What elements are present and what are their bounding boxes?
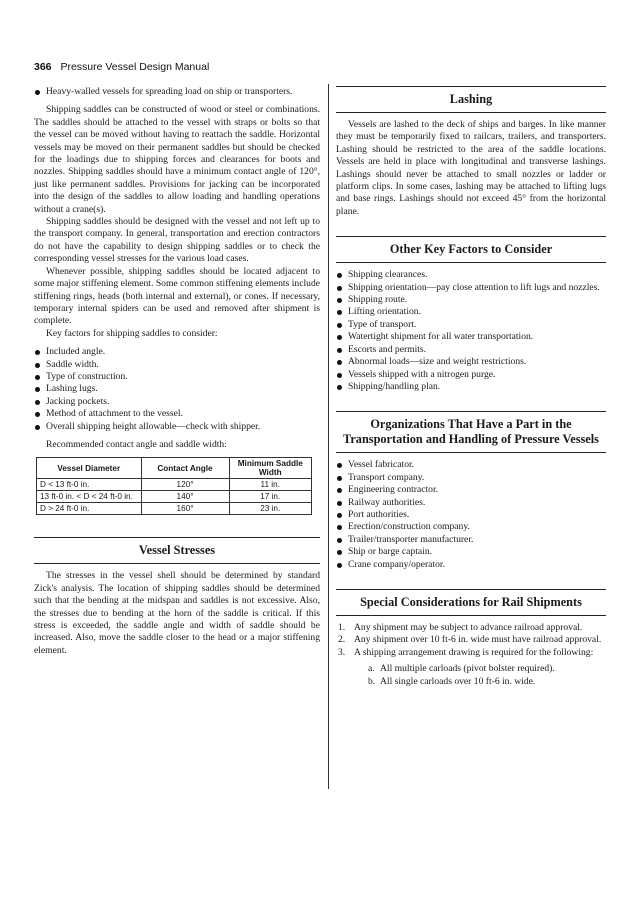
page-number: 366 — [34, 61, 52, 73]
list-item: Saddle width. — [34, 359, 320, 371]
list-item: Jacking pockets. — [34, 396, 320, 408]
right-column — [336, 86, 606, 688]
table-row — [37, 479, 312, 491]
paragraph: Shipping saddles should be designed with the vessel and not left up to the transport company. In general, transportation and erection contractors do not have the capability to design shipping saddles or to check the corresponding vessel stresses for the various load cases. — [34, 216, 320, 265]
book-title: Pressure Vessel Design Manual — [60, 61, 210, 73]
table-cell: 13 ft-0 in. < D < 24 ft-0 in. — [37, 491, 142, 503]
list-item: Type of transport. — [336, 319, 606, 331]
organizations-list — [336, 459, 606, 571]
list-item: Method of attachment to the vessel. — [34, 408, 320, 420]
table-cell: D < 13 ft-0 in. — [37, 479, 142, 491]
left-column — [34, 86, 320, 657]
key-factors-list — [34, 346, 320, 433]
list-item: Trailer/transporter manufacturer. — [336, 534, 606, 546]
list-item: 1. Any shipment may be subject to advance railroad approval. — [338, 621, 583, 633]
rail-considerations-list — [336, 622, 606, 688]
list-item: b. All single carloads over 10 ft-6 in. wide. — [368, 675, 536, 687]
section-heading-lashing: Lashing — [336, 86, 606, 113]
column-divider — [328, 84, 329, 789]
list-item: Shipping route. — [336, 294, 606, 306]
section-heading-other-factors: Other Key Factors to Consider — [336, 236, 606, 263]
table-cell: 17 in. — [229, 491, 312, 503]
list-item: Lifting orientation. — [336, 306, 606, 318]
top-bullet-list — [34, 86, 320, 98]
list-item: Erection/construction company. — [336, 521, 606, 533]
paragraph: Whenever possible, shipping saddles should be located adjacent to some major stiffening element. Some common stiffening elements include stiffening rings, heads (both internal and external), or cones. If necessary, temporary internal spiders can be used and removed after shipment is complete. — [34, 265, 320, 327]
table-cell: D > 24 ft-0 in. — [37, 503, 142, 515]
list-item: Ship or barge captain. — [336, 546, 606, 558]
page-header — [34, 61, 209, 73]
list-item: Railway authorities. — [336, 497, 606, 509]
table-cell: 140° — [141, 491, 229, 503]
table-cell: 11 in. — [229, 479, 312, 491]
paragraph: Key factors for shipping saddles to consider: — [46, 327, 218, 339]
list-item: Shipping orientation—pay close attention to lift lugs and nozzles. — [336, 282, 606, 294]
saddle-table — [36, 457, 312, 515]
paragraph: Shipping saddles can be constructed of wood or steel or combinations. The saddles should be attached to the vessel with straps or bolts so that the vessel can be moved without having to reattach the saddle. Horizontal vessels may be moved on their permanent saddles but should be checked for the loadings due to shipping forces and clearances for boots and nozzles. Shipping saddles should have a minimum contact angle of 120°, just like permanent saddles. Provisions for jacking can be incorporated into the design of the saddles to allow loading and handling operations without a crane(s). — [34, 104, 320, 215]
table-cell: 160° — [141, 503, 229, 515]
list-item: Vessels shipped with a nitrogen purge. — [336, 369, 606, 381]
list-item: a. All multiple carloads (pivot bolster required). — [368, 663, 555, 675]
table-cell: 120° — [141, 479, 229, 491]
list-item: Crane company/operator. — [336, 559, 606, 571]
list-item: Included angle. — [34, 346, 320, 358]
table-header: Vessel Diameter — [37, 458, 142, 479]
list-item: Abnormal loads—size and weight restrictions. — [336, 356, 606, 368]
table-row — [37, 491, 312, 503]
list-item: Watertight shipment for all water transportation. — [336, 331, 606, 343]
list-item: Engineering contractor. — [336, 484, 606, 496]
table-cell: 23 in. — [229, 503, 312, 515]
paragraph: The stresses in the vessel shell should be determined by standard Zick's analysis. The location of shipping saddles should be determined such that the bending at the midspan and saddles is not excessive. Also, the stresses due to bending at the horn of the saddle is critical. If this stress is exceeded, the saddle angle and width of saddle should be increased. Also, move the saddle closer to the head or a major stiffening element. — [34, 570, 320, 656]
other-factors-list — [336, 269, 606, 393]
section-heading-organizations: Organizations That Have a Part in the Transportation and Handling of Pressure Vessels — [336, 411, 606, 453]
list-item: Overall shipping height allowable—check with shipper. — [34, 421, 320, 433]
list-item: Type of construction. — [34, 371, 320, 383]
list-item: Vessel fabricator. — [336, 459, 606, 471]
list-item: Heavy-walled vessels for spreading load on ship or transporters. — [34, 86, 320, 98]
list-item: 2. Any shipment over 10 ft-6 in. wide must have railroad approval. — [338, 634, 602, 646]
list-item: Shipping/handling plan. — [336, 381, 606, 393]
list-item: Port authorities. — [336, 509, 606, 521]
table-row — [37, 503, 312, 515]
section-heading-vessel-stresses: Vessel Stresses — [34, 537, 320, 564]
list-item: 3. A shipping arrangement drawing is required for the following: a. All multiple carloads (pivot bolster required). b. All single carloads over 10 ft-6 in. wide. — [336, 647, 606, 688]
list-item: Shipping clearances. — [336, 269, 606, 281]
rail-sub-list — [354, 663, 606, 688]
table-intro: Recommended contact angle and saddle width: — [46, 438, 227, 450]
table-header: Contact Angle — [141, 458, 229, 479]
list-item: Escorts and permits. — [336, 344, 606, 356]
paragraph: Vessels are lashed to the deck of ships and barges. In like manner they must be temporarily fixed to railcars, trailers, and transporters. Lashing should be restricted to the area of the saddle locations. Vessels are held in place with longitudinal and transverse lashings. Lashings should never be attached to small nozzles or ladder or platform clips. In some cases, lashing may be attached to lifting lugs and base rings. Lashings should not exceed 45° from the horizontal plane. — [336, 119, 606, 217]
list-item: Lashing lugs. — [34, 383, 320, 395]
table-header: Minimum Saddle Width — [229, 458, 312, 479]
list-item: Transport company. — [336, 472, 606, 484]
section-heading-rail-shipments: Special Considerations for Rail Shipments — [336, 589, 606, 616]
